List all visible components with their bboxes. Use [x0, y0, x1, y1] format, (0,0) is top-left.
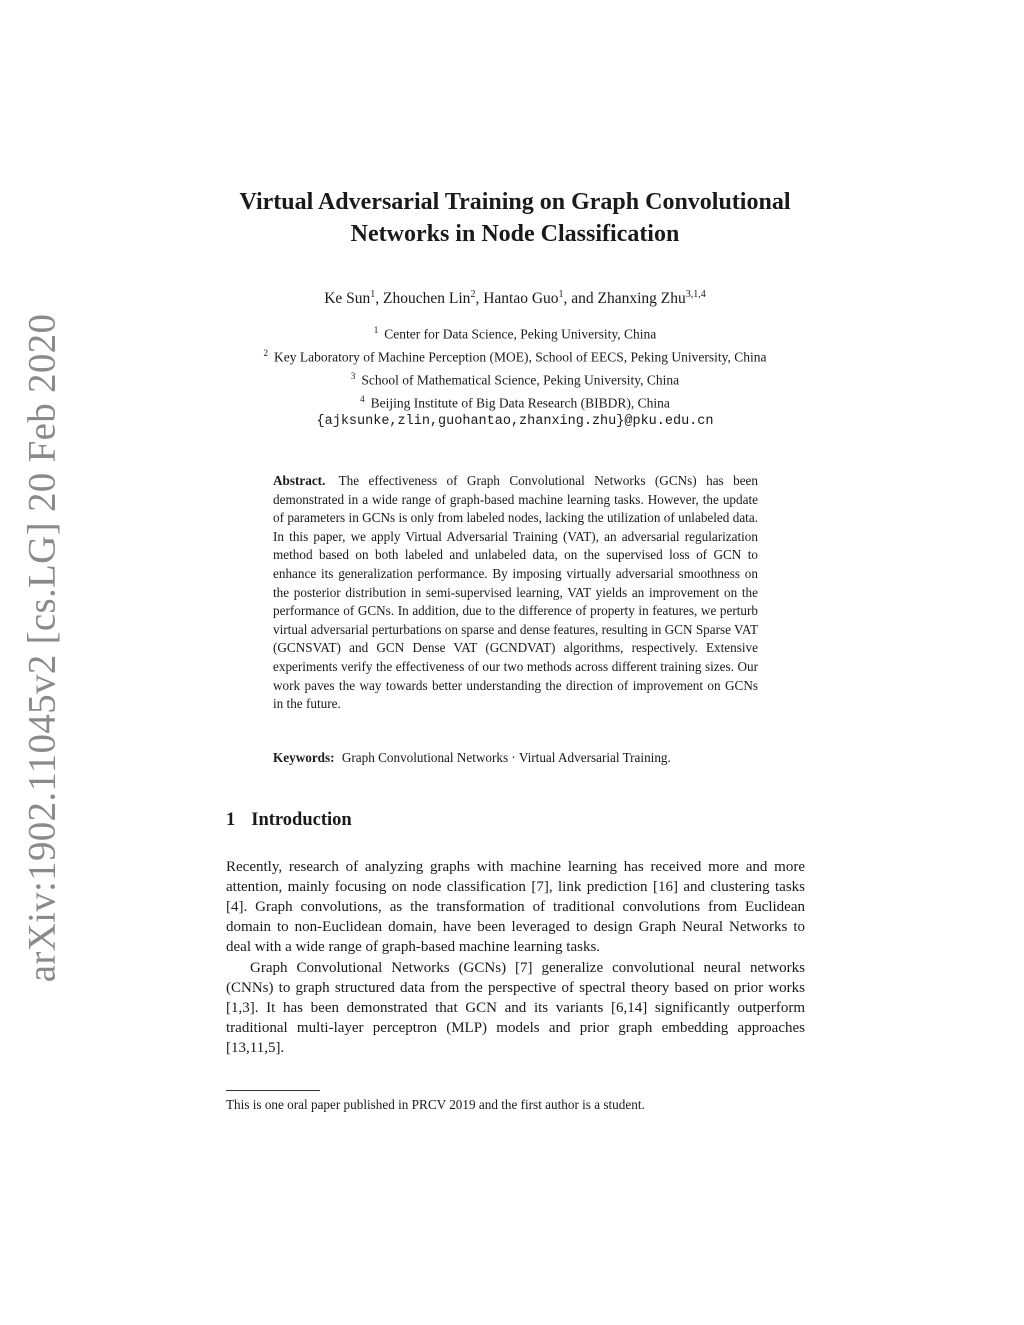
- paper-title-line-1: Virtual Adversarial Training on Graph Convolutional: [239, 189, 791, 215]
- author-separator: ,: [475, 290, 484, 308]
- author-name: Zhouchen Lin: [383, 290, 471, 308]
- affiliation-text: Key Laboratory of Machine Perception (MOE), School of EECS, Peking University, China: [273, 349, 767, 365]
- author-separator: ,: [375, 290, 384, 308]
- affiliation-number: 4: [360, 394, 365, 404]
- author-affiliation-marker: 1: [558, 289, 564, 300]
- footnote-divider: [226, 1090, 320, 1091]
- abstract-text: The effectiveness of Graph Convolutional Networks (GCNs) has been demonstrated in a wide range of graph-based machine learning tasks. However, the update of parameters in GCNs is only from labeled nodes, lacking the utilization of unlabeled data. In this paper, we apply Virtual Adversarial Training (VAT), an adversarial regularization method based on both labeled and unlabeled data, on the supervised loss of GCN to enhance its generalization performance. By imposing virtually adversarial smoothness on the posterior distribution in semi-supervised learning, VAT yields an improvement on the performance of GCNs. In addition, due to the difference of property in features, we perturb virtual adversarial perturbations on sparse and dense features, resulting in GCN Sparse VAT (GCNSVAT) and GCN Dense VAT (GCNDVAT) algorithms, respectively. Extensive experiments verify the effectiveness of our two methods across different training sizes. Our work paves the way towards better understanding the direction of improvement on GCNs in the future.: [273, 473, 758, 712]
- arxiv-stamp-text: arXiv:1902.11045v2 [cs.LG] 20 Feb 2020: [20, 313, 64, 983]
- affiliation-line: [160, 367, 870, 390]
- affiliation-list: [160, 321, 870, 432]
- affiliation-number: 3: [350, 371, 356, 381]
- author-name: Hantao Guo: [483, 290, 559, 308]
- affiliation-text: School of Mathematical Science, Peking University, China: [361, 372, 680, 388]
- paper-title-line-2: Networks in Node Classification: [350, 221, 680, 247]
- abstract-label: Abstract.: [273, 473, 326, 488]
- keywords-label: Keywords:: [273, 750, 335, 765]
- body-paragraph: Recently, research of analyzing graphs with machine learning has received more and more attention, mainly focusing on node classification [7], link prediction [16] and clustering tasks [4]. Graph convolutions, as the transformation of traditional convolutions from Euclidean domain to non-Euclidean domain, have been leveraged to design Graph Neural Networks to deal with a wide range of graph-based machine learning tasks.: [226, 859, 805, 955]
- affiliation-line: [160, 321, 870, 344]
- author-name: Zhanxing Zhu: [597, 290, 686, 308]
- author-affiliation-marker: 2: [470, 289, 476, 300]
- affiliation-line: [160, 390, 870, 413]
- author-name: Ke Sun: [324, 290, 371, 308]
- author-separator: , and: [563, 290, 598, 308]
- arxiv-stamp: [0, 0, 84, 1325]
- abstract: [273, 472, 758, 714]
- paper-title: [160, 186, 870, 250]
- affiliation-number: 1: [373, 325, 379, 335]
- author-affiliation-marker: 1: [370, 289, 376, 300]
- affiliation-number: 2: [263, 348, 268, 358]
- keywords: [273, 749, 758, 768]
- affiliation-line: [160, 344, 870, 367]
- author-email: {ajksunke,zlin,guohantao,zhanxing.zhu}@pku.edu.cn: [316, 414, 714, 429]
- affiliation-text: Beijing Institute of Big Data Research (BIBDR), China: [370, 395, 670, 411]
- section-body: [226, 857, 805, 1059]
- affiliation-text: Center for Data Science, Peking University, China: [384, 326, 657, 342]
- keywords-text: Graph Convolutional Networks · Virtual Adversarial Training.: [341, 750, 671, 765]
- body-paragraph: Graph Convolutional Networks (GCNs) [7] generalize convolutional neural networks (CNNs) to graph structured data from the perspective of spectral theory based on prior works [1,3]. It has been demonstrated that GCN and its variants [6,14] significantly outperform traditional multi-layer perceptron (MLP) models and prior graph embedding approaches [13,11,5].: [226, 960, 805, 1056]
- author-list: [200, 285, 830, 309]
- footnote: This is one oral paper published in PRCV 2019 and the first author is a student.: [226, 1097, 645, 1112]
- section-number: 1: [226, 810, 236, 830]
- section-title: Introduction: [251, 810, 352, 830]
- section-heading: [226, 808, 352, 832]
- author-affiliation-marker: 3,1,4: [685, 289, 706, 300]
